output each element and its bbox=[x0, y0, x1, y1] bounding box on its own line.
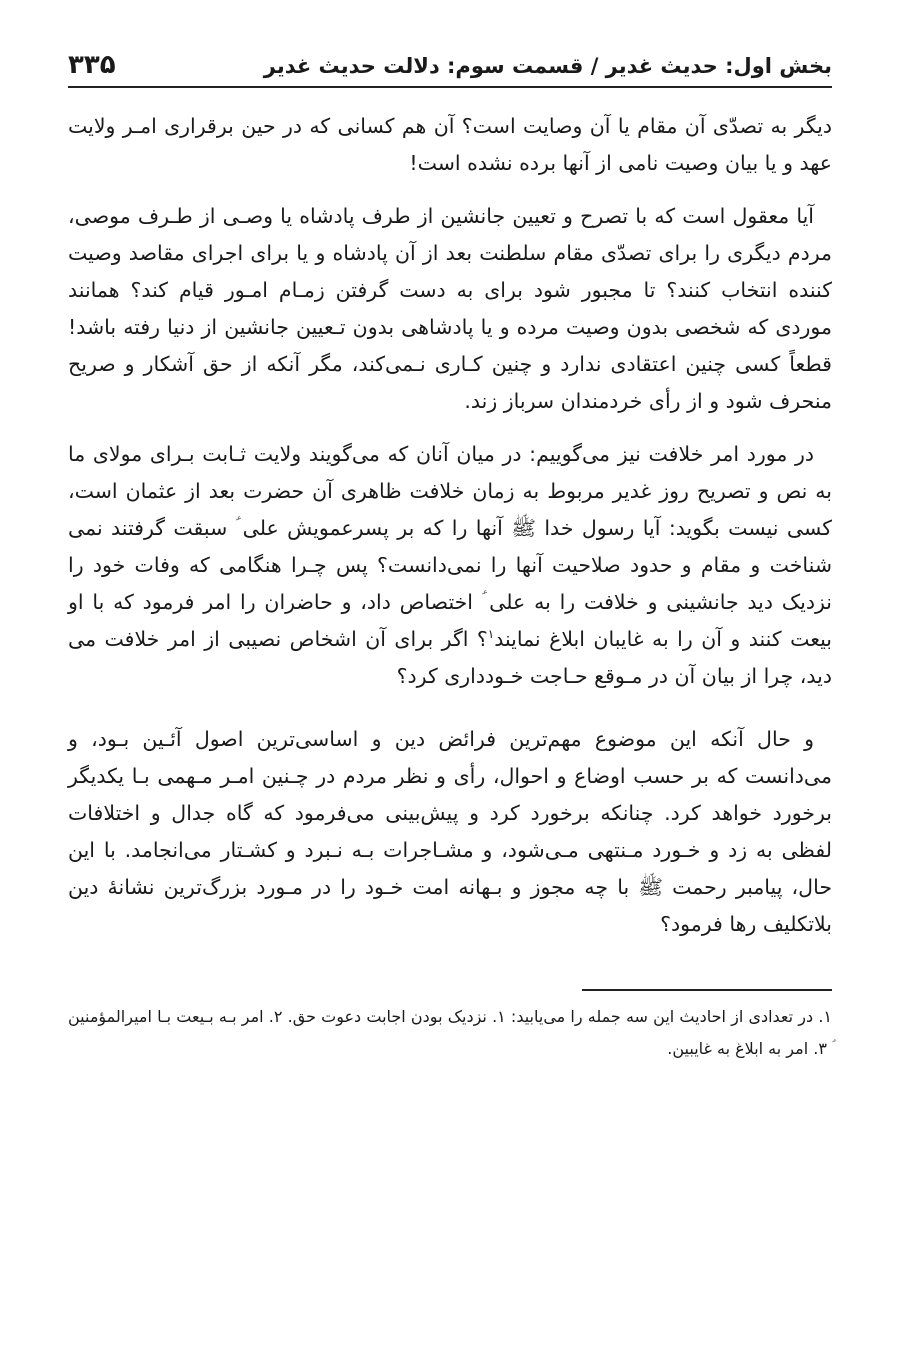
paragraph-2: آیا معقول است که با تصرح و تعیین جانشین از طرف پادشاه یا وصـی از طـرف موصی، مردم دیگری را برای تصدّی مقام سلطنت بعد از آن پادشاه و یا برای اجرای مقاصد وصیت کننده انتخاب کنند؟ تا مجبور شود برای به دست گرفتن زمـام امـور قیام کند؟ همانند موردی که شخصی بدون وصیت مرده و یا پادشاهی بدون تـعیین جانشین از دنیا رفته باشد! قطعاً کسی چنین اعتقادی ندارد و چنین کـاری نـمی‌کند، مگر آنکه از حق آشکار و صریح منحرف شود و از رأی خردمندان سرباز زند. bbox=[68, 204, 832, 413]
footnote-reference[interactable]: ۱ bbox=[487, 627, 495, 642]
paragraph-4: و حال آنکه این موضوع مهم‌ترین فرائض دین و اساسی‌ترین اصول آئـین بـود، و می‌دانست که بر حسب اوضاع و احوال، رأی و نظر مردم در چـنین امـر مـهمی بـا یکدیگر برخورد خواهد کرد. چنانکه برخورد کرد و پیش‌بینی می‌فرمود که گاه جدال و اختلافات لفظی به زد و خـورد مـنتهی مـی‌شود، و مشـاجرات بـه نـبرد و کشـتار می‌انجامد. با این حال، پیامبر رحمت ﷺ با چه مجوز و بـهانه امت خـود را در مـورد بزرگ‌ترین نشانهٔ دین بلاتکلیف رها فرمود؟ bbox=[68, 727, 832, 936]
paragraph-3-text-a: در مورد امر خلافت نیز می‌گوییم: در میان آنان که می‌گویند ولایت ثـابت بـرای مولای ما به نص و تصریح روز غدیر مربوط به زمان خلافت ظاهری آن حضرت بعد از عثمان است، کسی نیست بگوید: آیا رسول خدا ﷺ آنها را که بر پسرعمویش علی ؑ سبقت گرفتند نمی شناخت و مقام و حدود صلاحیت آنها را نمی‌دانست؟ پس چـرا هنگامی که وفات خود را نزدیک دید جانشینی و خلافت را به علی ؑ اختصاص داد، و حاضران را امر فرمود که با او بیعت کنند و آن را به غایبان ابلاغ نمایند bbox=[68, 442, 832, 651]
header-title: بخش اول: حدیث غدیر / قسمت سوم: دلالت حدیث غدیر bbox=[263, 53, 832, 78]
paragraph-3 bbox=[68, 436, 832, 695]
running-header bbox=[68, 30, 832, 88]
footnote: ۱. در تعدادی از احادیث این سه جمله را می‌یابید: ۱. نزدیک بودن اجابت دعوت حق. ۲. امر بـه بـیعت بـا امیرالمؤمنین ؑ ۳. امر به ابلاغ به غایبین. bbox=[68, 1007, 833, 1058]
paragraph-1: دیگر به تصدّی آن مقام یا آن وصایت است؟ آن هم کسانی که در حین برقراری امـر ولایت عهد و یا بیان وصیت نامی از آنها برده نشده است! bbox=[68, 114, 832, 175]
book-page bbox=[68, 30, 832, 1081]
paragraph-3-text-b: ؟ اگر برای آن اشخاص نصیبی از امر خلافت می دید، چرا از بیان آن در مـوقع حـاجت خـودداری کرد؟ bbox=[68, 627, 832, 688]
body-text bbox=[68, 108, 832, 943]
footnote-divider bbox=[582, 989, 832, 991]
page-number: ۳۳۵ bbox=[68, 50, 116, 81]
